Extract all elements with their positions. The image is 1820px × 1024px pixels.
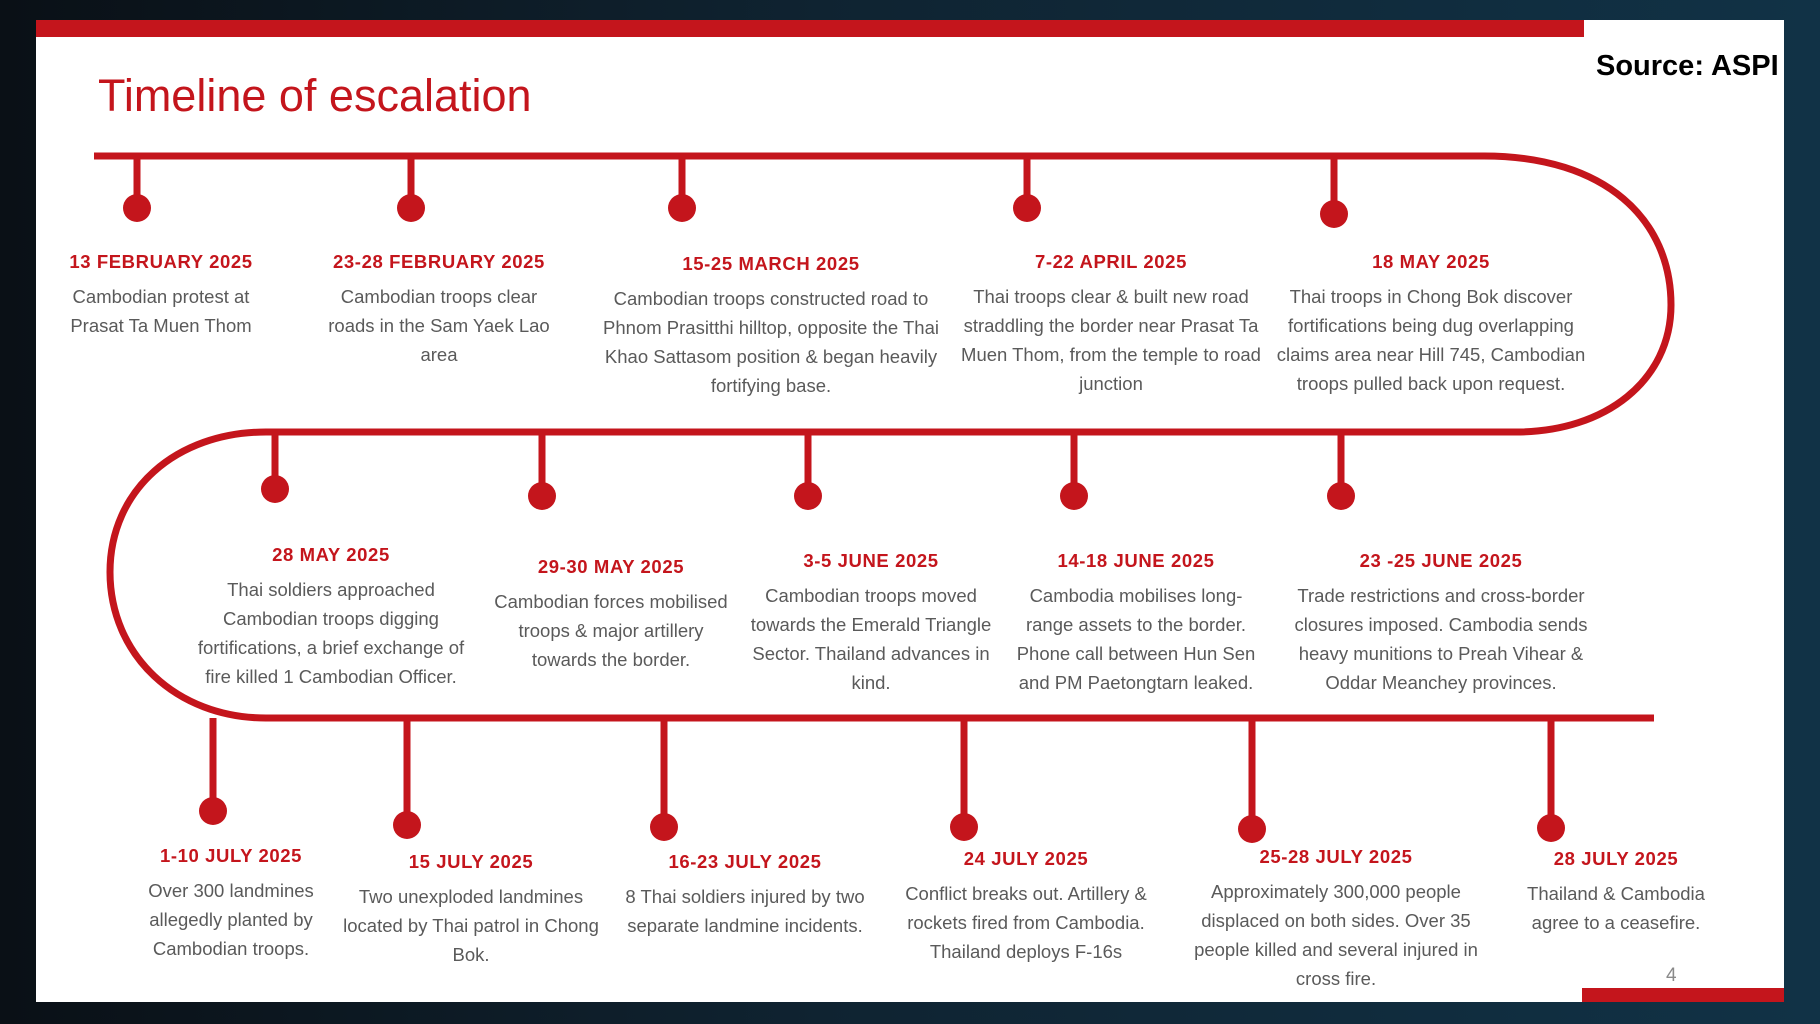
timeline-marker	[199, 797, 227, 825]
page-title: Timeline of escalation	[98, 70, 532, 121]
event-description: Cambodian troops constructed road to Phnom Prasitthi hilltop, opposite the Thai Khao Sattasom position & began heavily fortifying base.	[603, 288, 939, 396]
event-description: Two unexploded landmines located by Thai patrol in Chong Bok.	[343, 886, 599, 965]
event-item	[591, 252, 951, 400]
event-description: Cambodia mobilises long-range assets to the border. Phone call between Hun Sen and PM Paetongtarn leaked.	[1016, 585, 1256, 693]
event-date: 18 MAY 2025	[1372, 251, 1490, 272]
event-item	[319, 250, 559, 369]
event-item	[961, 250, 1261, 398]
event-date: 28 MAY 2025	[272, 544, 390, 565]
timeline-marker	[1327, 482, 1355, 510]
event-description: Cambodian forces mobilised troops & major artillery towards the border.	[494, 591, 728, 670]
event-description: Thai troops clear & built new road straddling the border near Prasat Ta Muen Thom, from the temple to road junction	[961, 286, 1261, 394]
event-date: 15-25 MARCH 2025	[682, 253, 860, 274]
event-description: Thai troops in Chong Bok discover fortifications being dug overlapping claims area near Hill 745, Cambodian troops pulled back upon request.	[1276, 286, 1586, 394]
event-item	[1506, 847, 1726, 937]
event-description: Thai soldiers approached Cambodian troops digging fortifications, a brief exchange of fire killed 1 Cambodian Officer.	[197, 579, 465, 687]
event-date: 28 JULY 2025	[1553, 848, 1679, 869]
timeline-marker	[950, 813, 978, 841]
event-item	[121, 844, 341, 963]
event-item	[1176, 845, 1496, 993]
event-date: 14-18 JUNE 2025	[1057, 550, 1215, 571]
timeline-marker	[393, 811, 421, 839]
event-date: 3-5 JUNE 2025	[803, 550, 939, 571]
timeline-marker	[261, 475, 289, 503]
event-date: 24 JULY 2025	[963, 848, 1089, 869]
source-label: Source: ASPI	[1596, 50, 1779, 82]
bottom-accent-bar	[1582, 988, 1784, 1002]
event-item	[886, 847, 1166, 966]
event-description: Cambodian protest at Prasat Ta Muen Thom	[70, 286, 252, 336]
event-date: 15 JULY 2025	[408, 851, 534, 872]
timeline-marker	[397, 194, 425, 222]
event-date: 29-30 MAY 2025	[537, 556, 685, 577]
event-item	[1006, 549, 1266, 697]
slide	[36, 20, 1784, 1002]
event-description: Cambodian troops clear roads in the Sam Yaek Lao area	[328, 286, 550, 365]
event-item	[1276, 549, 1606, 697]
timeline-marker	[650, 813, 678, 841]
event-description: Cambodian troops moved towards the Emerald Triangle Sector. Thailand advances in kind.	[750, 585, 992, 693]
event-item	[1266, 250, 1596, 398]
page-number: 4	[1666, 965, 1677, 986]
event-description: Approximately 300,000 people displaced on both sides. Over 35 people killed and several injured in cross fire.	[1194, 881, 1478, 989]
event-description: Conflict breaks out. Artillery & rockets fired from Cambodia. Thailand deploys F-16s	[905, 883, 1147, 962]
event-item	[620, 850, 870, 940]
event-date: 16-23 JULY 2025	[668, 851, 822, 872]
event-description: 8 Thai soldiers injured by two separate landmine incidents.	[625, 886, 865, 936]
event-item	[486, 555, 736, 674]
event-date: 23 -25 JUNE 2025	[1359, 550, 1523, 571]
timeline-marker	[1060, 482, 1088, 510]
event-item	[746, 549, 996, 697]
timeline-marker	[1320, 200, 1348, 228]
event-description: Over 300 landmines allegedly planted by Cambodian troops.	[148, 880, 314, 959]
timeline-marker	[528, 482, 556, 510]
timeline-marker	[1013, 194, 1041, 222]
event-item	[196, 543, 466, 691]
event-date: 13 FEBRUARY 2025	[69, 251, 253, 272]
timeline-marker	[1238, 815, 1266, 843]
event-date: 1-10 JULY 2025	[159, 845, 303, 866]
event-date: 23-28 FEBRUARY 2025	[333, 251, 545, 272]
timeline-marker	[1537, 814, 1565, 842]
event-item	[56, 250, 266, 340]
timeline-marker	[123, 194, 151, 222]
event-description: Thailand & Cambodia agree to a ceasefire.	[1527, 883, 1705, 933]
event-date: 7-22 APRIL 2025	[1035, 251, 1187, 272]
timeline-marker	[794, 482, 822, 510]
event-date: 25-28 JULY 2025	[1259, 846, 1413, 867]
timeline-marker	[668, 194, 696, 222]
event-item	[336, 850, 606, 969]
event-description: Trade restrictions and cross-border closures imposed. Cambodia sends heavy munitions to Preah Vihear & Oddar Meanchey provinces.	[1294, 585, 1588, 693]
